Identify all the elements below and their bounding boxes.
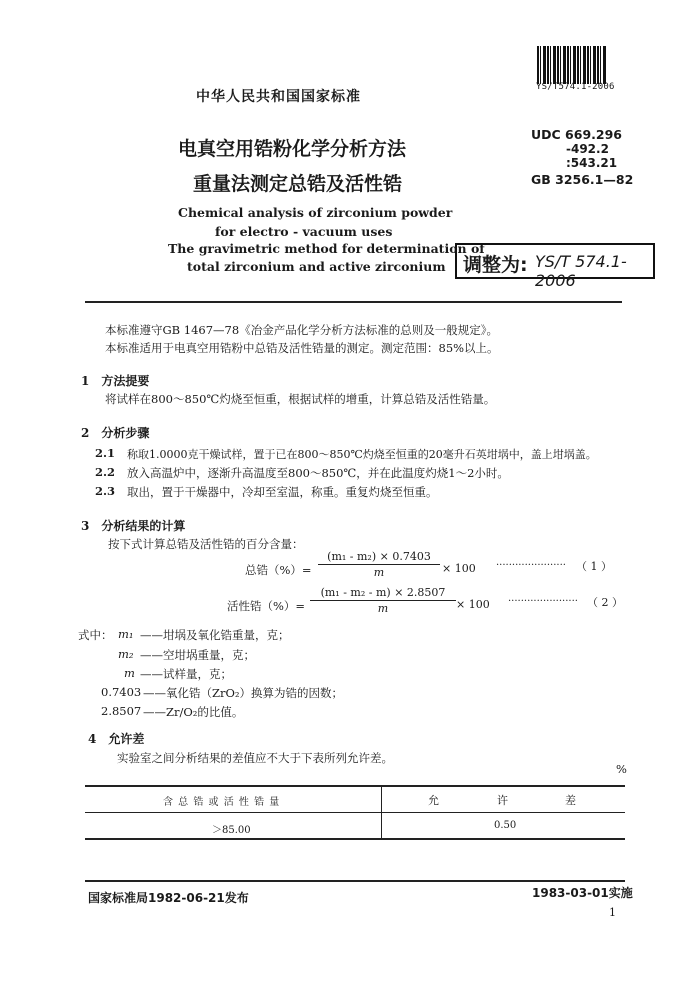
formula-1-numerator: (m₁ - m₂) × 0.7403 (318, 550, 440, 565)
step-2-3-text: 取出，置于干燥器中，冷却至室温，称重。重复灼烧至恒重。 (127, 485, 438, 499)
title-en-line4: total zirconium and active zirconium (187, 259, 446, 274)
variable-factor-symbol: 0.7403 (101, 685, 142, 699)
section-1-text: 将试样在800～850℃灼烧至恒重，根据试样的增重，计算总锆及活性锆量。 (105, 392, 496, 406)
variable-m-desc: ——试样量，克； (140, 667, 232, 681)
issue-date: 国家标准局1982-06-21发布 (88, 891, 249, 905)
title-en-line2: for electro - vacuum uses (215, 224, 393, 239)
table-header-allowed-1: 允 (428, 794, 439, 807)
table-header-range: 含 总 锆 或 活 性 锆 量 (163, 797, 281, 808)
stamp-label: 调整为: (463, 254, 528, 276)
variables-prefix: 式中： (78, 628, 113, 642)
step-2-3-number: 2.3 (95, 484, 116, 498)
udc-line3: :543.21 (566, 156, 618, 170)
variable-m1-desc: ——坩埚及氧化锆重量，克； (140, 628, 290, 642)
barcode-label: YS/T574.1-2006 (536, 82, 615, 92)
title-cn-line1: 电真空用锆粉化学分析方法 (178, 138, 407, 160)
gb-number: GB 3256.1—82 (531, 172, 634, 187)
formula-1-denominator: m (373, 566, 385, 579)
page-number: 1 (609, 906, 616, 919)
step-2-2-text: 放入高温炉中，逐渐升高温度至800～850℃，并在此温度灼烧1～2小时。 (127, 466, 509, 480)
variable-m-symbol: m (124, 666, 135, 680)
section-2-title: 2 分析步骤 (81, 426, 150, 440)
table-cell-range: ＞85.00 (212, 825, 251, 836)
formula-2-dots: ...................... (508, 593, 578, 604)
section-1-title: 1 方法提要 (81, 374, 150, 388)
formula-2-number: （ 2 ） (587, 596, 623, 609)
formula-1-fraction (318, 550, 440, 579)
variable-m1-symbol: m₁ (118, 627, 134, 641)
table-bottom-rule (85, 838, 625, 840)
table-unit: % (616, 762, 627, 776)
table-header-rule (85, 812, 625, 813)
revision-stamp (455, 243, 655, 290)
footer-rule (85, 880, 625, 882)
formula-2-lhs: 活性锆（%）= (227, 599, 306, 613)
step-2-2-number: 2.2 (95, 465, 116, 479)
step-2-1-text: 称取1.0000克干燥试样，置于已在800～850℃灼烧至恒重的20毫升石英坩埚中，盖上坩埚盖。 (127, 448, 597, 461)
formula-1-lhs: 总锆（%）= (245, 563, 312, 577)
table-cell-value: 0.50 (494, 820, 517, 831)
formula-2-tail: × 100 (456, 598, 490, 611)
title-en-line1: Chemical analysis of zirconium powder (178, 205, 453, 220)
intro-line1: 本标准遵守GB 1467—78《冶金产品化学分析方法标准的总则及一般规定》。 (105, 323, 498, 337)
title-cn-line2: 重量法测定总锆及活性锆 (193, 173, 403, 195)
formula-2-fraction (310, 586, 456, 615)
formula-1-tail: × 100 (442, 562, 476, 575)
section-3-title: 3 分析结果的计算 (81, 519, 186, 533)
variable-ratio-symbol: 2.8507 (101, 704, 142, 718)
step-2-1-number: 2.1 (95, 446, 116, 460)
header-rule (85, 301, 622, 303)
table-column-divider (381, 786, 382, 838)
title-en-line3: The gravimetric method for determination of (168, 241, 485, 256)
formula-2-numerator: (m₁ - m₂ - m) × 2.8507 (310, 586, 456, 601)
org-name: 中华人民共和国国家标准 (196, 89, 361, 105)
formula-2-denominator: m (377, 602, 389, 615)
variable-m2-desc: ——空坩埚重量，克； (140, 648, 255, 662)
variable-m2-symbol: m₂ (118, 647, 134, 661)
variable-factor-desc: ——氧化锆（ZrO₂）换算为锆的因数； (143, 686, 344, 700)
udc-line1: UDC 669.296 (531, 127, 622, 142)
section-4-title: 4 允许差 (88, 732, 145, 746)
effective-date: 1983-03-01实施 (532, 886, 633, 900)
variable-ratio-desc: ——Zr/O₂的比值。 (143, 705, 244, 719)
formula-1-dots: ...................... (496, 557, 566, 568)
section-4-text: 实验室之间分析结果的差值应不大于下表所列允许差。 (117, 751, 393, 765)
barcode (537, 46, 607, 84)
intro-line2: 本标准适用于电真空用锆粉中总锆及活性锆量的测定。测定范围：85%以上。 (105, 341, 499, 355)
stamp-code: YS/T 574.1-2006 (535, 252, 627, 290)
table-header-allowed-2: 许 (497, 794, 508, 807)
formula-1-number: （ 1 ） (576, 560, 612, 573)
table-header-allowed-3: 差 (565, 794, 576, 807)
udc-line2: -492.2 (566, 142, 609, 156)
table-top-rule (85, 785, 625, 787)
section-3-text: 按下式计算总锆及活性锆的百分含量： (108, 537, 304, 551)
